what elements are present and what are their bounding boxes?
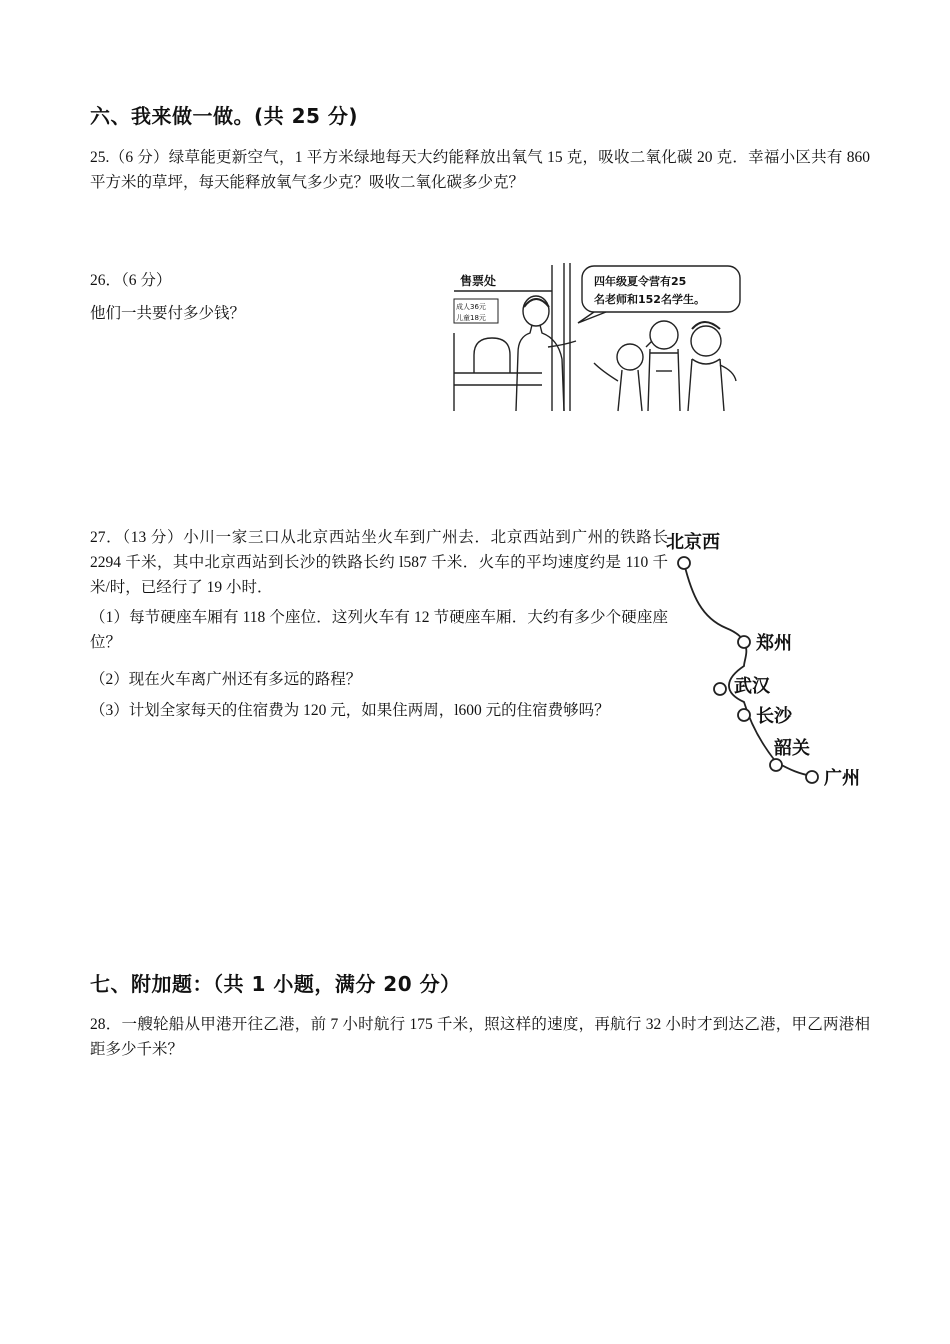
question-27-part-1: （1）每节硬座车厢有 118 个座位．这列火车有 12 节硬座车厢．大约有多少个硬座座位？	[90, 609, 668, 651]
ticket-booth-illustration	[452, 263, 744, 413]
station-dot-shaoguan	[770, 759, 782, 771]
station-dot-wuhan	[714, 683, 726, 695]
booth-sign: 售票处	[460, 274, 497, 288]
station-label-changsha: 长沙	[756, 706, 792, 727]
bubble-line-2: 名老师和152名学生。	[594, 293, 705, 306]
question-27-intro: 27．（13 分）小川一家三口从北京西站坐火车到广州去．北京西站到广州的铁路长 2294 千米，其中北京西站到长沙的铁路长约 l587 千米．火车的平均速度约是 110 千米/时，已经行了 19 小时．	[90, 529, 668, 596]
question-26-number: 26．（6 分）	[90, 272, 172, 289]
station-dot-beijingxi	[678, 557, 690, 569]
station-dot-changsha	[738, 709, 750, 721]
bubble-line-1: 四年级夏令营有25	[594, 275, 687, 288]
question-26-text: 他们一共要付多少钱？	[90, 305, 246, 322]
station-label-wuhan: 武汉	[734, 676, 770, 697]
station-label-zhengzhou: 郑州	[756, 633, 792, 654]
question-28: 28．一艘轮船从甲港开往乙港，前 7 小时航行 175 千米，照这样的速度，再航行 32 小时才到达乙港，甲乙两港相距多少千米？	[90, 1016, 870, 1058]
question-27-part-3: （3）计划全家每天的住宿费为 120 元，如果住两周，l600 元的住宿费够吗？	[90, 702, 610, 719]
station-label-beijingxi: 北京西	[666, 532, 720, 553]
question-27-part-2: （2）现在火车离广州还有多远的路程？	[90, 671, 362, 688]
station-dot-guangzhou	[806, 771, 818, 783]
station-dot-zhengzhou	[738, 636, 750, 648]
railway-route-map	[664, 526, 874, 792]
question-25: 25.（6 分）绿草能更新空气，1 平方米绿地每天大约能释放出氧气 15 克，吸收二氧化碳 20 克．幸福小区共有 860 平方米的草坪，每天能释放氧气多少克？吸收二氧化碳多少克？	[90, 149, 870, 191]
station-label-shaoguan: 韶关	[774, 738, 810, 759]
section-six-title: 六、我来做一做。(共 25 分)	[90, 104, 359, 128]
section-seven-title: 七、附加题：（共 1 小题，满分 20 分）	[90, 972, 461, 996]
child-price: 儿童18元	[456, 314, 486, 322]
station-label-guangzhou: 广州	[824, 768, 860, 789]
adult-price: 成人36元	[456, 303, 486, 311]
